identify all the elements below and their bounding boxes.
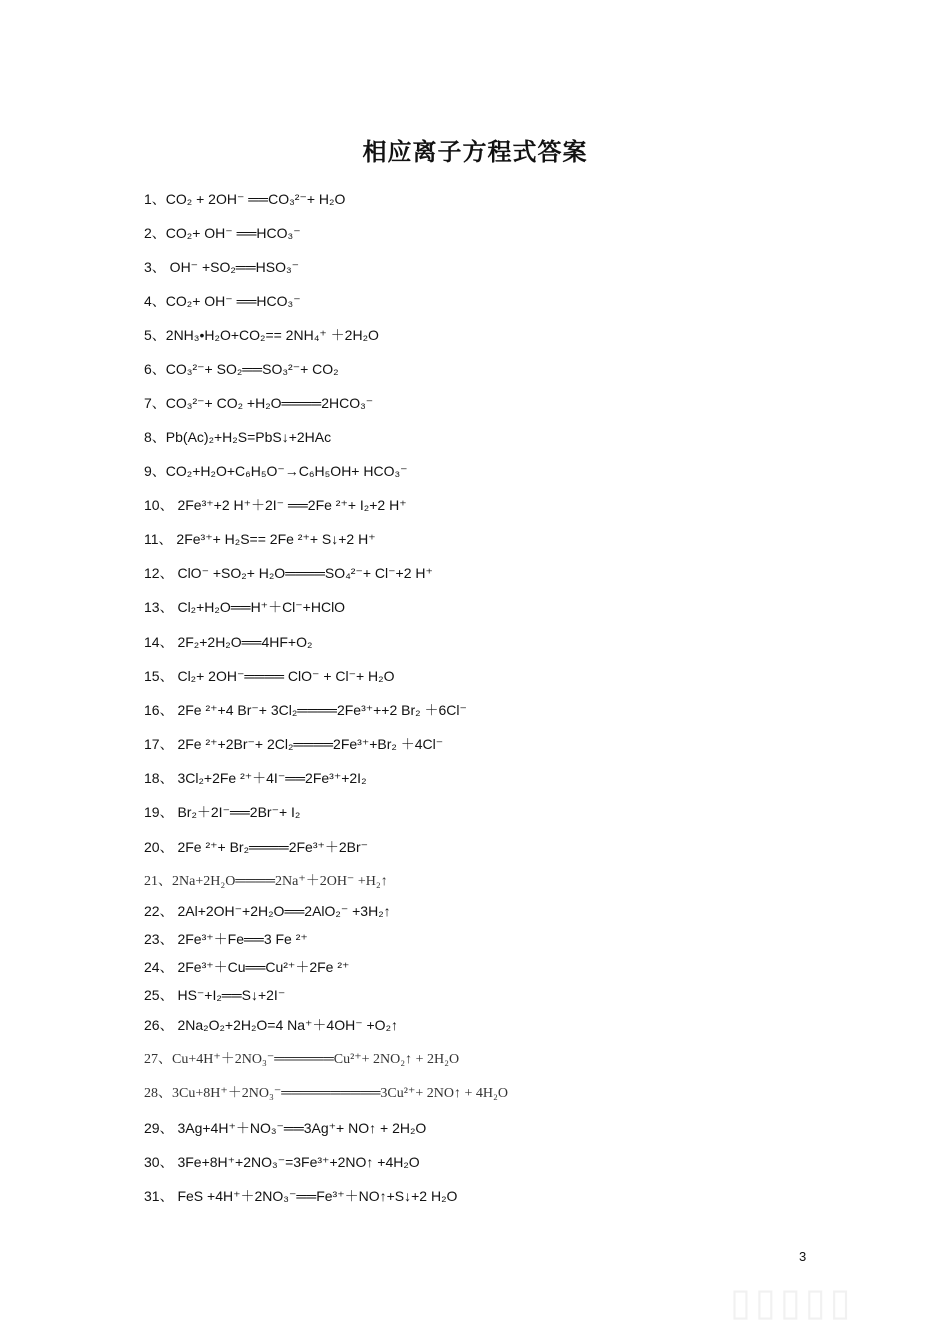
equation-22: 22、 2Al+2OH⁻+2H₂O══2AlO₂⁻ +3H₂↑ [144, 903, 391, 919]
equation-19: 19、 Br₂＋2I⁻══2Br⁻+ I₂ [144, 804, 301, 820]
equation-9: 9、CO₂+H₂O+C₆H₅O⁻→C₆H₅OH+ HCO₃⁻ [144, 463, 408, 479]
equation-5: 5、2NH₃•H₂O+CO₂== 2NH₄⁺ ＋2H₂O [144, 327, 379, 343]
equation-2: 2、CO₂+ OH⁻ ══HCO₃⁻ [144, 225, 301, 241]
equation-18: 18、 3Cl₂+2Fe ²⁺＋4I⁻══2Fe³⁺+2I₂ [144, 770, 367, 786]
equation-12: 12、 ClO⁻ +SO₂+ H₂O════SO₄²⁻+ Cl⁻+2 H⁺ [144, 565, 433, 581]
equation-20: 20、 2Fe ²⁺+ Br₂════2Fe³⁺＋2Br⁻ [144, 839, 369, 855]
equation-3: 3、 OH⁻ +SO₂══HSO₃⁻ [144, 259, 300, 275]
equation-27: 27、Cu+4H⁺＋2NO₃⁻══════Cu²⁺+ 2NO₂↑ + 2H₂O [144, 1052, 460, 1067]
equation-17: 17、 2Fe ²⁺+2Br⁻+ 2Cl₂════2Fe³⁺+Br₂ ＋4Cl⁻ [144, 736, 444, 752]
equation-4: 4、CO₂+ OH⁻ ══HCO₃⁻ [144, 293, 301, 309]
equation-13: 13、 Cl₂+H₂O══H⁺＋Cl⁻+HClO [144, 599, 346, 615]
equation-21: 21、2Na+2H₂O════2Na⁺＋2OH⁻ +H₂↑ [144, 874, 388, 889]
equation-31: 31、 FeS +4H⁺＋2NO₃⁻══Fe³⁺＋NO↑+S↓+2 H₂O [144, 1188, 458, 1204]
equation-29: 29、 3Ag+4H⁺＋NO₃⁻══3Ag⁺+ NO↑ + 2H₂O [144, 1120, 427, 1136]
equation-28: 28、3Cu+8H⁺＋2NO₃⁻══════════3Cu²⁺+ 2NO↑ + 4H₂O [144, 1086, 508, 1101]
equation-26: 26、 2Na₂O₂+2H₂O=4 Na⁺＋4OH⁻ +O₂↑ [144, 1017, 399, 1033]
equation-15: 15、 Cl₂+ 2OH⁻════ ClO⁻ + Cl⁻+ H₂O [144, 668, 395, 684]
page-title: 相应离子方程式答案 [362, 138, 588, 166]
equation-10: 10、 2Fe³⁺+2 H⁺＋2I⁻ ══2Fe ²⁺+ I₂+2 H⁺ [144, 497, 407, 513]
equation-30: 30、 3Fe+8H⁺+2NO₃⁻=3Fe³⁺+2NO↑ +4H₂O [144, 1154, 420, 1170]
equation-23: 23、 2Fe³⁺＋Fe══3 Fe ²⁺ [144, 931, 308, 947]
equation-14: 14、 2F₂+2H₂O══4HF+O₂ [144, 634, 313, 650]
watermark-logo: ▯▯▯▯▯ [730, 1280, 855, 1324]
equation-7: 7、CO₃²⁻+ CO₂ +H₂O════2HCO₃⁻ [144, 395, 374, 411]
equation-1: 1、CO₂ + 2OH⁻ ══CO₃²⁻+ H₂O [144, 191, 346, 207]
page-number: 3 [799, 1249, 807, 1264]
equation-24: 24、 2Fe³⁺＋Cu══Cu²⁺＋2Fe ²⁺ [144, 959, 350, 975]
equation-8: 8、Pb(Ac)₂+H₂S=PbS↓+2HAc [144, 429, 332, 445]
equation-25: 25、 HS⁻+I₂══S↓+2I⁻ [144, 987, 286, 1003]
equation-16: 16、 2Fe ²⁺+4 Br⁻+ 3Cl₂════2Fe³⁺++2 Br₂ ＋6Cl⁻ [144, 702, 467, 718]
equation-11: 11、 2Fe³⁺+ H₂S== 2Fe ²⁺+ S↓+2 H⁺ [144, 531, 376, 547]
equation-6: 6、CO₃²⁻+ SO₂══SO₃²⁻+ CO₂ [144, 361, 339, 377]
